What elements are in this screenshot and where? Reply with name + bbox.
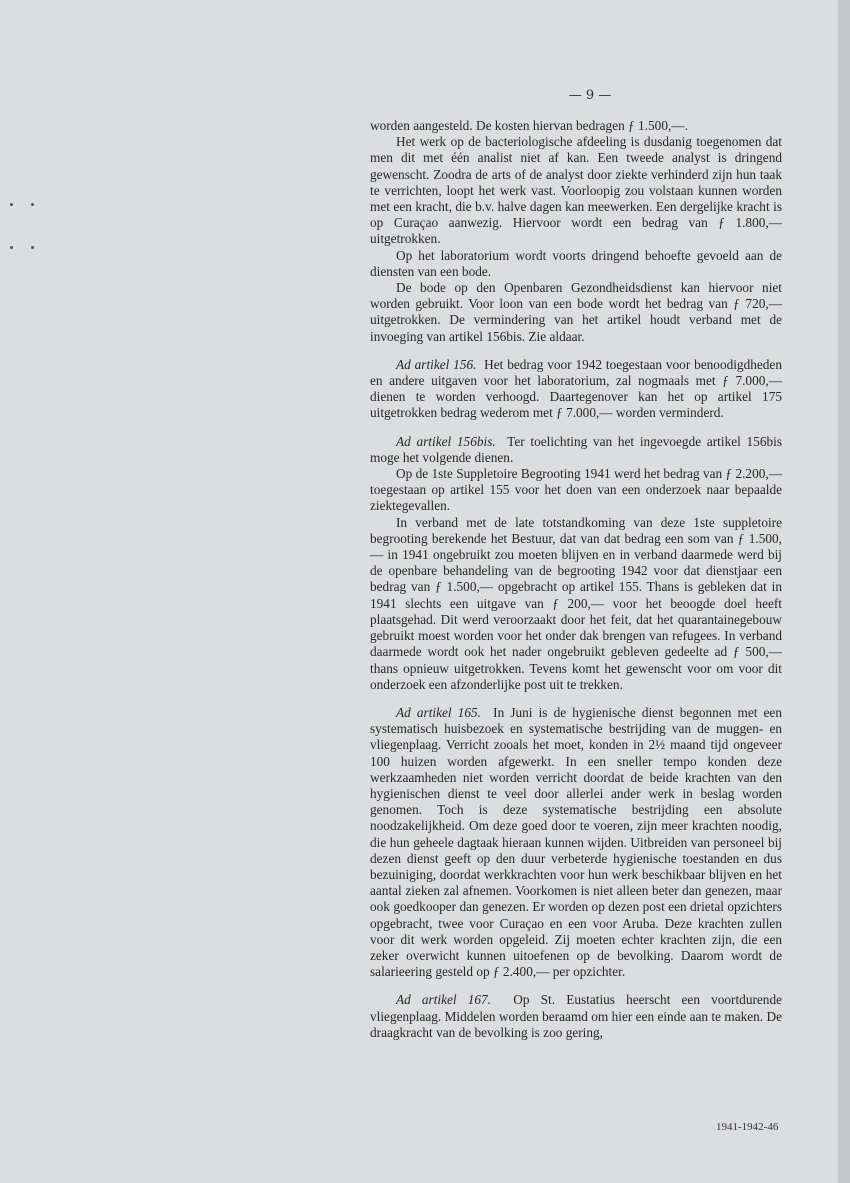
paragraph: Op St. Eustatius heerscht een voortdurende vliegenplaag. Middelen worden beraamd om hier een einde aan te maken. De draagkracht van de bevolking is zoo gering, xyxy=(370,992,782,1040)
section-heading: Ad artikel 156bis. xyxy=(396,433,496,449)
paragraph: worden aangesteld. De kosten hiervan bedragen ƒ 1.500,—. xyxy=(370,118,688,133)
paragraph: Op het laboratorium wordt voorts dringend behoefte gevoeld aan de diensten van een bode. xyxy=(370,247,782,279)
paragraph: In Juni is de hygienische dienst begonnen met een systematisch huisbezoek en systematische bestrijding van de muggen- en vliegenplaag. Verricht zooals het moet, konden in 2½ maand tijd ongeveer 100 huizen worden afgewerkt. In een sneller tempo konden deze werkzaamheden niet worden verricht doordat de beide krachten van den hygienischen dienst te veel door allerlei ander werk in beslag worden genomen. Toch is deze systematische bestrijding een absolute noodzakelijkheid. Om deze goed door te voeren, zijn meer krachten noodig, die hun geheele dagtaak hieraan kunnen wijden. Uitbreiden van personeel bij dezen dienst geeft op den duur verbeterde hygienische toestanden en dus bezuiniging, doordat werkkrachten voor hun werk beschikbaar blijven en het aantal zieken zal afnemen. Voorkomen is niet alleen beter dan genezen, maar ook goedkooper dan genezen. Er worden op dezen post een drietal opzichters opgebracht, twee voor Curaçao en een voor Aruba. Deze krachten zullen voor dit werk worden opgeleid. Zij moeten echter krachten zijn, die een zeker overwicht kunnen uitoefenen op de bevolking. Daarom wordt de salarieering gesteld op ƒ 2.400,— per opzichter. xyxy=(370,704,782,980)
paragraph: Ter toelichting van het ingevoegde artikel 156bis moge het volgende dienen. xyxy=(370,433,782,465)
paragraph: Het bedrag voor 1942 toegestaan voor benoodigdheden en andere uitgaven voor het laboratorium, zal nogmaals met ƒ 7.000,— dienen te worden verhoogd. Daartegenover kan het op artikel 175 uitgetrokken bedrag wederom met ƒ 7.000,— worden verminderd. xyxy=(370,356,782,421)
section-artikel-156 xyxy=(370,357,782,422)
paragraph: Het werk op de bacteriologische afdeeling is dusdanig toegenomen dat men dit met één analist niet af kan. Een tweede analyst is dringend gewenscht. Zoodra de arts of de analyst door ziekte verhinderd zijn hun taak te verrichten, loopt het werk vast. Voorloopig zou volstaan kunnen worden met een kracht, die b.v. halve dagen kan meewerken. Een dergelijke kracht is op Curaçao aanwezig. Hiervoor wordt een bedrag van ƒ 1.800,— uitgetrokken. xyxy=(370,134,782,247)
page-number: — 9 — xyxy=(568,88,612,103)
document-body xyxy=(370,118,782,1041)
section-heading: Ad artikel 167. xyxy=(396,992,492,1008)
punch-mark xyxy=(10,246,13,249)
section-artikel-165 xyxy=(370,705,782,980)
paragraph: In verband met de late totstandkoming van deze 1ste suppletoire begrooting berekende het Bestuur, dat van dat bedrag een som van ƒ 1.500,— in 1941 ongebruikt zou moeten blijven en in verband daarmede werd bij de openbare behandeling van de begrooting 1942 voor dat dienstjaar een bedrag van ƒ 1.500,— opgebracht op artikel 155. Thans is gebleken dat in 1941 slechts een uitgave van ƒ 200,— voor het beoogde doel heeft plaatsgehad. Dit werd veroorzaakt door het feit, dat het quarantainegebouw gebruikt moest worden voor het onder dak brengen van refugees. In verband daarmede wordt ook het nader ongebruikt gebleven gedeelte ad ƒ 500,— thans opnieuw uitgetrokken. Tevens komt het gewenscht voor om voor dit onderzoek een afzonderlijke post uit te trekken. xyxy=(370,514,782,692)
footer-code: 1941-1942-46 xyxy=(716,1121,779,1133)
punch-mark xyxy=(31,246,34,249)
paragraph: De bode op den Openbaren Gezondheidsdienst kan hiervoor niet worden gebruikt. Voor loon van een bode wordt het bedrag van ƒ 720,— uitgetrokken. De vermindering van het artikel houdt verband met de invoeging van artikel 156bis. Zie aldaar. xyxy=(370,280,782,344)
punch-mark xyxy=(10,203,13,206)
section-heading: Ad artikel 156. xyxy=(396,356,477,372)
section-artikel-156bis xyxy=(370,434,782,693)
punch-mark xyxy=(31,203,34,206)
section-artikel-167 xyxy=(370,992,782,1041)
page-edge xyxy=(838,0,850,1183)
section-heading: Ad artikel 165. xyxy=(396,704,481,720)
paragraph: Op de 1ste Suppletoire Begrooting 1941 werd het bedrag van ƒ 2.200,— toegestaan op artikel 155 voor het doen van een onderzoek naar bepaalde ziektegevallen. xyxy=(370,466,782,514)
